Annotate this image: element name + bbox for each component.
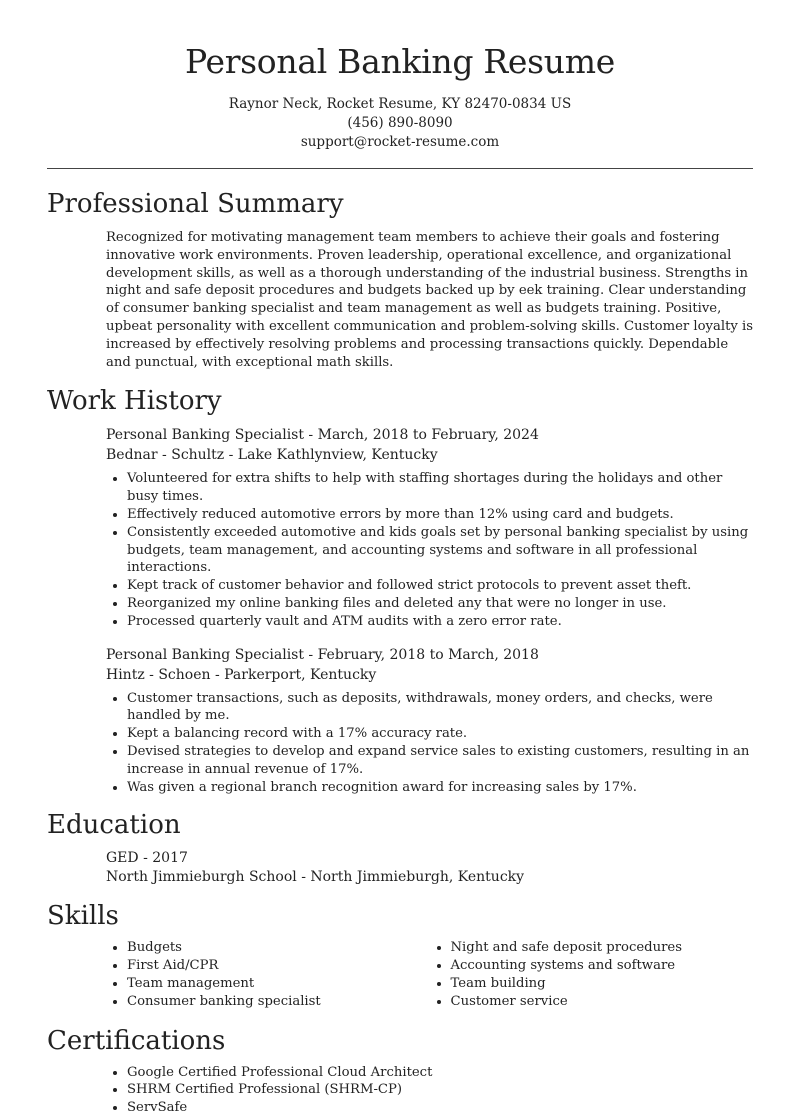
skill-item: • Team building [451, 975, 754, 993]
certification-item: • ServSafe [127, 1099, 753, 1117]
job-bullets [106, 470, 753, 630]
skill-item: • Accounting systems and software [451, 957, 754, 975]
certification-item: • SHRM Certified Professional (SHRM-CP) [127, 1081, 753, 1099]
education-degree: GED - 2017 [106, 850, 188, 867]
list-item: • Kept a balancing record with a 17% accuracy rate. [127, 725, 753, 743]
skills-list [106, 939, 753, 1010]
list-item: • Reorganized my online banking files and deleted any that were no longer in use. [127, 595, 753, 613]
contact-email: support@rocket-resume.com [300, 134, 500, 150]
job-company-line: Bednar - Schultz - Lake Kathlynview, Kentucky [106, 447, 438, 464]
job-title-line: Personal Banking Specialist - March, 2018 to February, 2024 [106, 427, 539, 444]
section-heading-work: Work History [47, 386, 222, 417]
skill-item: • First Aid/CPR [127, 957, 430, 975]
contact-phone: (456) 890-8090 [347, 115, 453, 131]
list-item: • Was given a regional branch recognition award for increasing sales by 17%. [127, 779, 753, 797]
skill-item: • Customer service [451, 993, 754, 1011]
list-item: • Kept track of customer behavior and followed strict protocols to prevent asset theft. [127, 577, 753, 595]
contact-address: Raynor Neck, Rocket Resume, KY 82470-0834 US [228, 96, 572, 112]
list-item: • Volunteered for extra shifts to help with staffing shortages during the holidays and other busy times. [127, 470, 753, 506]
skill-item: • Consumer banking specialist [127, 993, 430, 1011]
summary-text: Recognized for motivating management team members to achieve their goals and fostering innovative work environments. Proven leadership, operational excellence, and organizational development skills, as well as a thorough understanding of the industrial business. Strengths in night and safe deposit procedures and budgets backed up by eek training. Clear understanding of consumer banking specialist and team management as well as budgets training. Positive, upbeat personality with excellent communication and problem-solving skills. Customer loyalty is increased by effectively resolving problems and processing transactions quickly. Dependable and punctual, with exceptional math skills. [106, 230, 753, 370]
job-bullets [106, 690, 753, 797]
job-entry [106, 425, 753, 630]
header-divider [47, 168, 753, 169]
skill-item: • Night and safe deposit procedures [451, 939, 754, 957]
skill-item: • Budgets [127, 939, 430, 957]
job-company-line: Hintz - Schoen - Parkerport, Kentucky [106, 666, 377, 683]
list-item: • Customer transactions, such as deposits, withdrawals, money orders, and checks, were handled by me. [127, 690, 753, 726]
skills-column-right [430, 939, 754, 1010]
section-heading-certifications: Certifications [47, 1025, 226, 1056]
list-item: • Processed quarterly vault and ATM audits with a zero error rate. [127, 613, 753, 631]
certifications-bullets [106, 1064, 753, 1117]
certification-item: • Google Certified Professional Cloud Architect [127, 1064, 753, 1082]
job-title-line: Personal Banking Specialist - February, 2018 to March, 2018 [106, 646, 539, 663]
list-item: • Effectively reduced automotive errors by more than 12% using card and budgets. [127, 506, 753, 524]
job-entry [106, 645, 753, 797]
education-entry [106, 849, 753, 887]
list-item: • Consistently exceeded automotive and kids goals set by personal banking specialist by using budgets, team management, and accounting systems and software in all professional interactions. [127, 524, 753, 577]
contact-block [0, 95, 800, 152]
certifications-list [106, 1064, 753, 1117]
resume-title: Personal Banking Resume [185, 42, 615, 81]
list-item: • Devised strategies to develop and expand service sales to existing customers, resulting in an increase in annual revenue of 17%. [127, 743, 753, 779]
section-heading-education: Education [47, 810, 181, 841]
section-heading-summary: Professional Summary [47, 189, 344, 219]
skill-item: • Team management [127, 975, 430, 993]
education-school: North Jimmieburgh School - North Jimmieburgh, Kentucky [106, 869, 525, 886]
section-heading-skills: Skills [47, 901, 119, 932]
skills-column-left [106, 939, 430, 1010]
